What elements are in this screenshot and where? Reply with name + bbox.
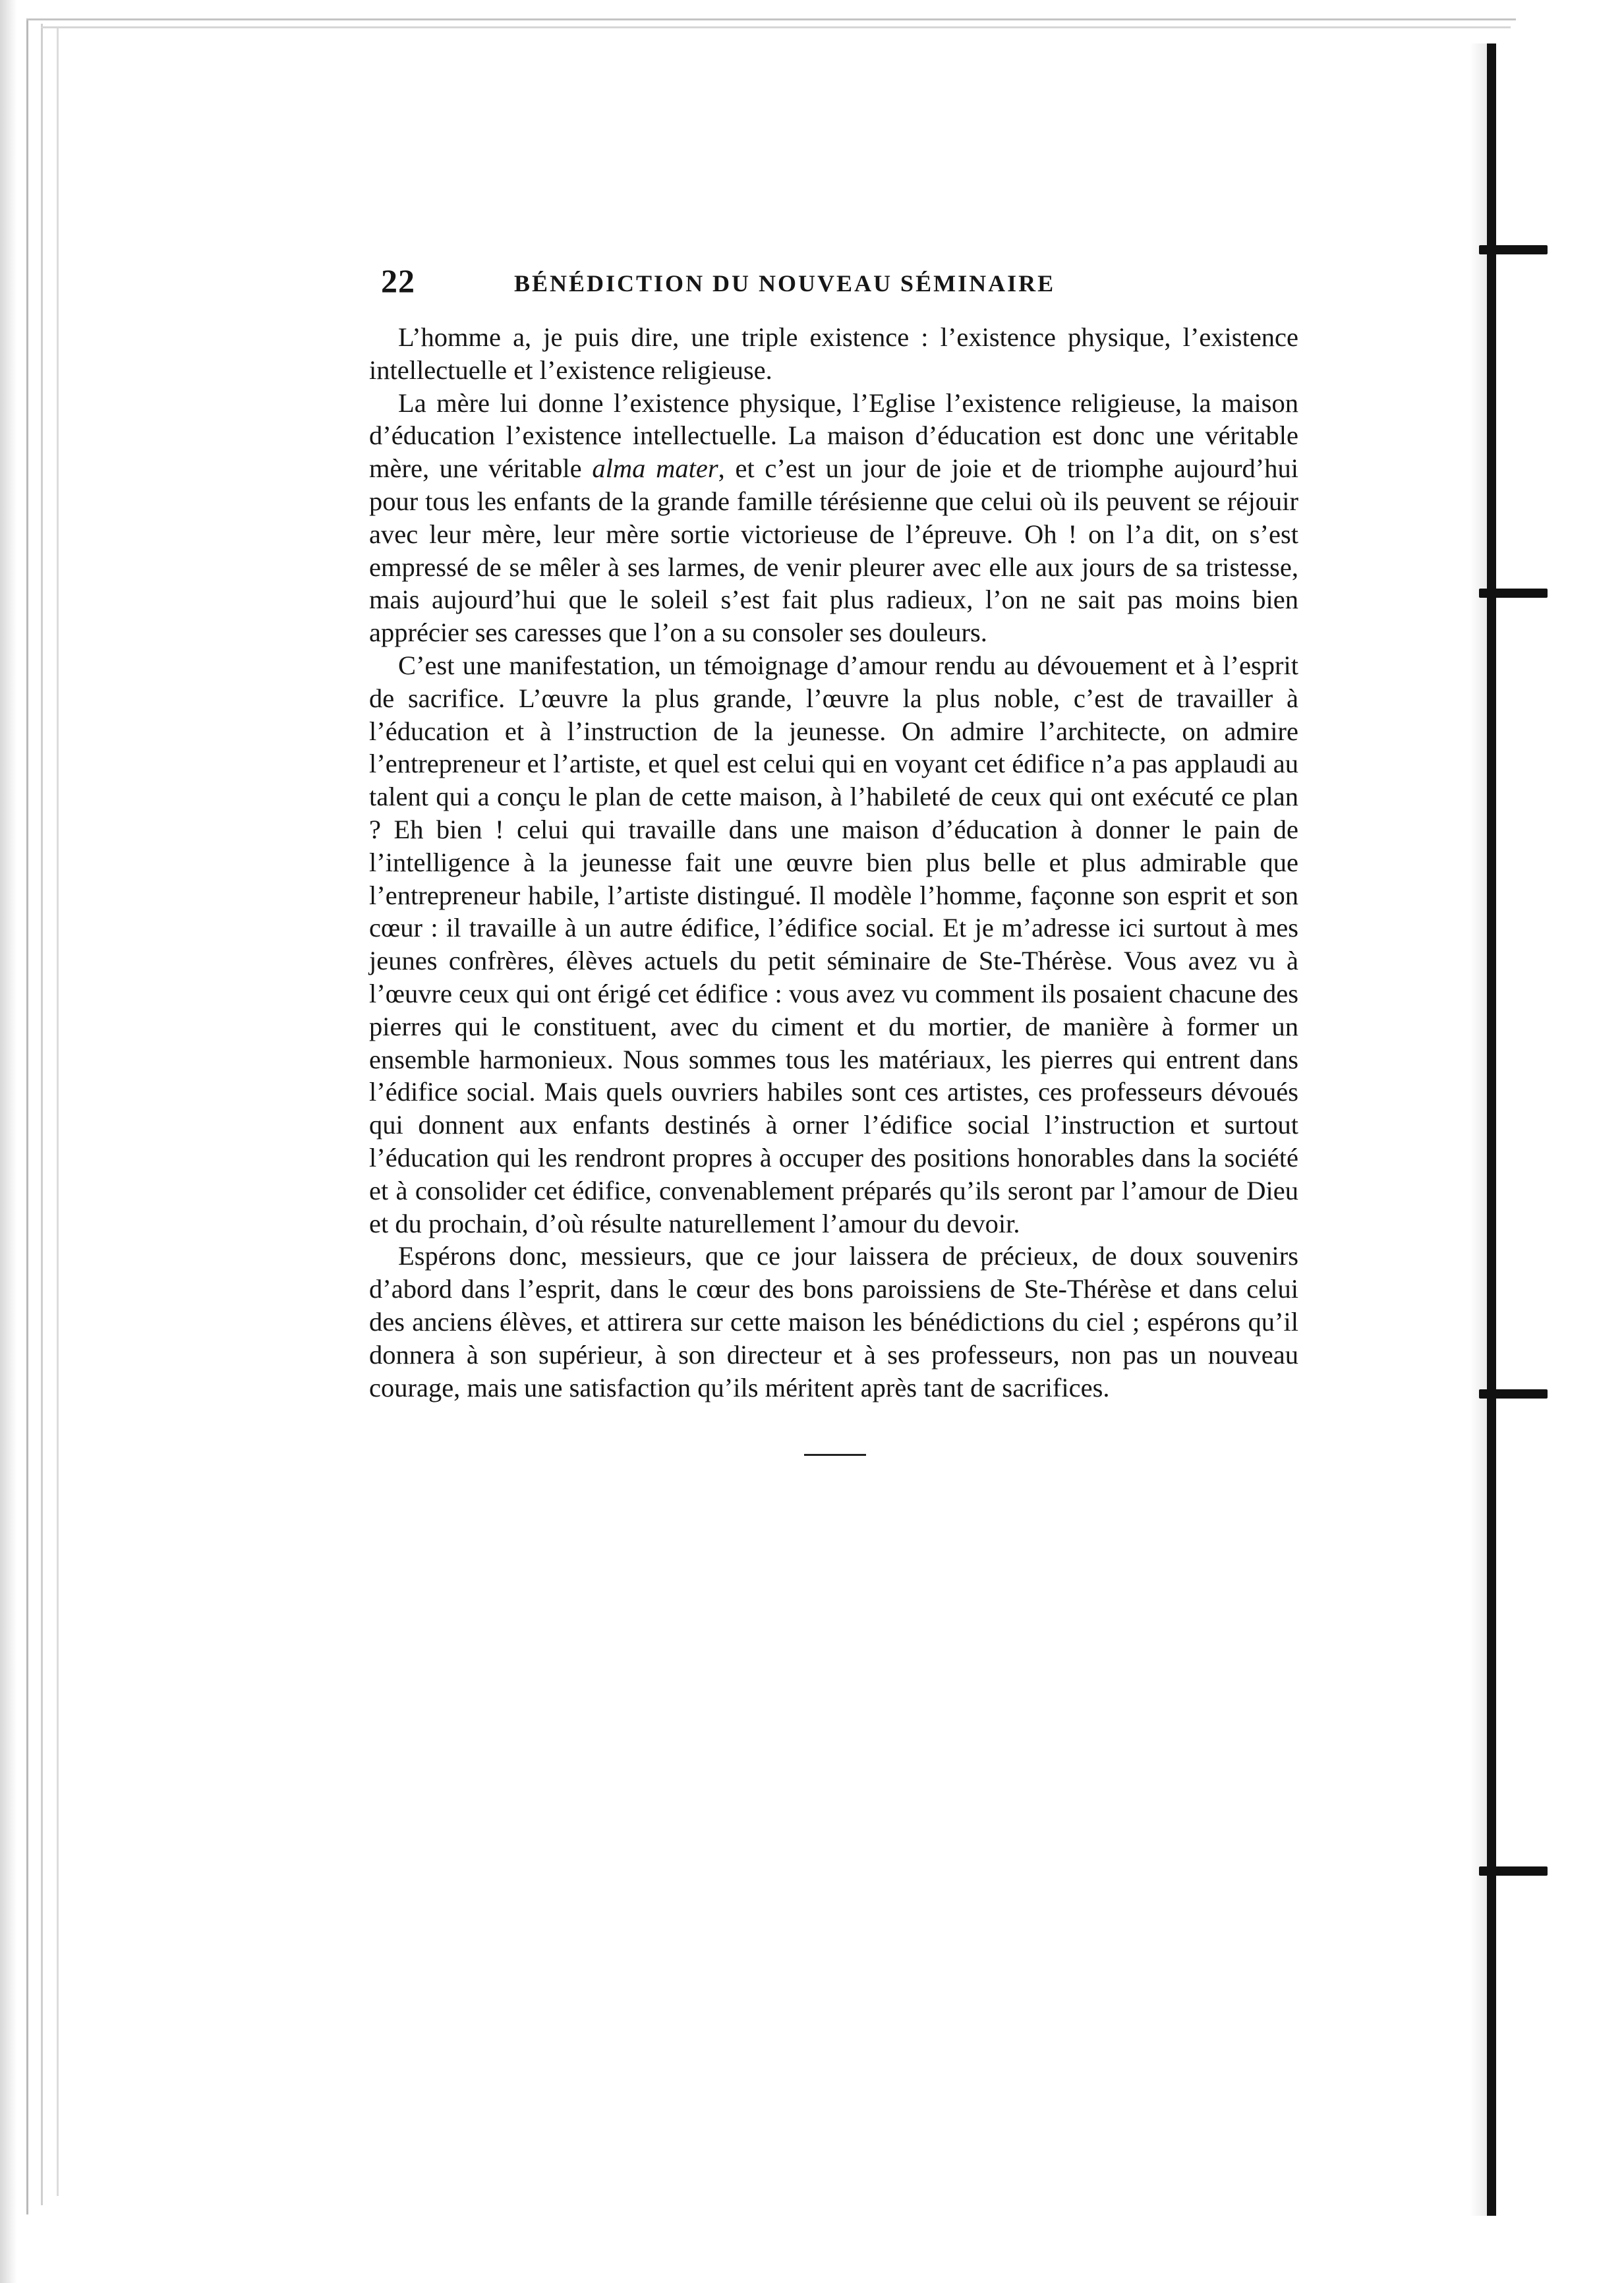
binding-shadow: [1470, 43, 1487, 2216]
binding-bar: [1487, 43, 1496, 2216]
end-rule: [804, 1454, 866, 1456]
paragraph-3: C’est une manifestation, un témoignage d’amour rendu au dévouement et à l’esprit de sacrifice. L’œuvre la plus grande, l’œuvre la plus noble, c’est de travailler à l’éducation et à l’instruction de la jeunesse. On admire l’architecte, on admire l’entrepreneur et l’artiste, et quel est celui qui en voyant cet édifice n’a pas applaudi au talent qui a conçu le plan de cette maison, à l’habileté de ceux qui ont exécuté ce plan ? Eh bien ! celui qui travaille dans une maison d’éducation à donner le pain de l’intelligence à la jeunesse fait une œuvre bien plus belle et plus admirable que l’entrepreneur habile, l’artiste distingué. Il modèle l’homme, façonne son esprit et son cœur : il travaille à un autre édifice, l’édifice social. Et je m’adresse ici surtout à mes jeunes confrères, élèves actuels du petit séminaire de Ste-Thérèse. Vous avez vu à l’œuvre ceux qui ont érigé cet édifice : vous avez vu comment ils posaient chacune des pierres qui le constituent, avec du ciment et du mortier, de manière à former un ensemble harmonieux. Nous sommes tous les matériaux, les pierres qui entrent dans l’édifice social. Mais quels ouvriers habiles sont ces artistes, ces professeurs dévoués qui donnent aux enfants destinés à orner l’édifice social l’instruction et surtout l’éducation qui les rendront propres à occuper des positions honorables dans la société et à consolider cet édifice, convenablement préparés qu’ils seront par l’amour de Dieu et du prochain, d’où résulte naturellement l’amour du devoir.: [369, 650, 1298, 1238]
binding-clip-mark: [1479, 1866, 1548, 1876]
top-page-edge-1: [26, 18, 1516, 20]
page-edge-3: [57, 28, 59, 2196]
paragraph-1: L’homme a, je puis dire, une triple existence : l’existence physique, l’existence intellectuelle et l’existence religieuse.: [369, 322, 1298, 385]
binding-clip-mark: [1479, 245, 1548, 254]
top-page-edge-2: [41, 26, 1511, 28]
binding-clip-mark: [1479, 589, 1548, 598]
paragraph-4: Espérons donc, messieurs, que ce jour laissera de précieux, de doux souvenirs d’abord dans l’esprit, dans le cœur des bons paroissiens de Ste-Thérèse et dans celui des anciens élèves, et attirera sur cette maison les bénédictions du ciel ; espérons qu’il donnera à son supérieur, à son directeur et à ses professeurs, non pas un nouveau courage, mais une satisfaction qu’ils méritent après tant de sacrifices.: [369, 1241, 1298, 1402]
body-text: [369, 321, 1298, 1404]
paragraph-2-italic-phrase: alma mater: [592, 453, 718, 484]
page-edge-2: [41, 24, 43, 2205]
page-number: 22: [381, 262, 415, 299]
paragraph-2: [369, 387, 1298, 649]
running-title: BÉNÉDICTION DU NOUVEAU SÉMINAIRE: [514, 270, 1056, 297]
scan-left-edge: [0, 0, 17, 2283]
page-edge-1: [26, 20, 28, 2214]
paragraph-2-text-after: , et c’est un jour de joie et de triomphe aujourd’hui pour tous les enfants de la grande famille térésienne que celui où ils peuvent se réjouir avec leur mère, leur mère sortie victorieuse de l’épreuve. Oh ! on l’a dit, on s’est empressé de se mêler à ses larmes, de venir pleurer avec elle aux jours de sa tristesse, mais aujourd’hui que le soleil s’est fait plus radieux, l’on ne sait pas moins bien apprécier ses caresses que l’on a su consoler ses douleurs.: [369, 453, 1298, 648]
binding-clip-mark: [1479, 1389, 1548, 1399]
paragraph-2-text-before: La mère lui donne l’existence physique, l’Eglise l’existence religieuse, la maison d’éducation l’existence intellectuelle. La maison d’éducation est donc une véritable mère, une véritable: [369, 388, 1298, 484]
book-page: [369, 260, 1298, 1456]
running-head: [369, 260, 1298, 314]
